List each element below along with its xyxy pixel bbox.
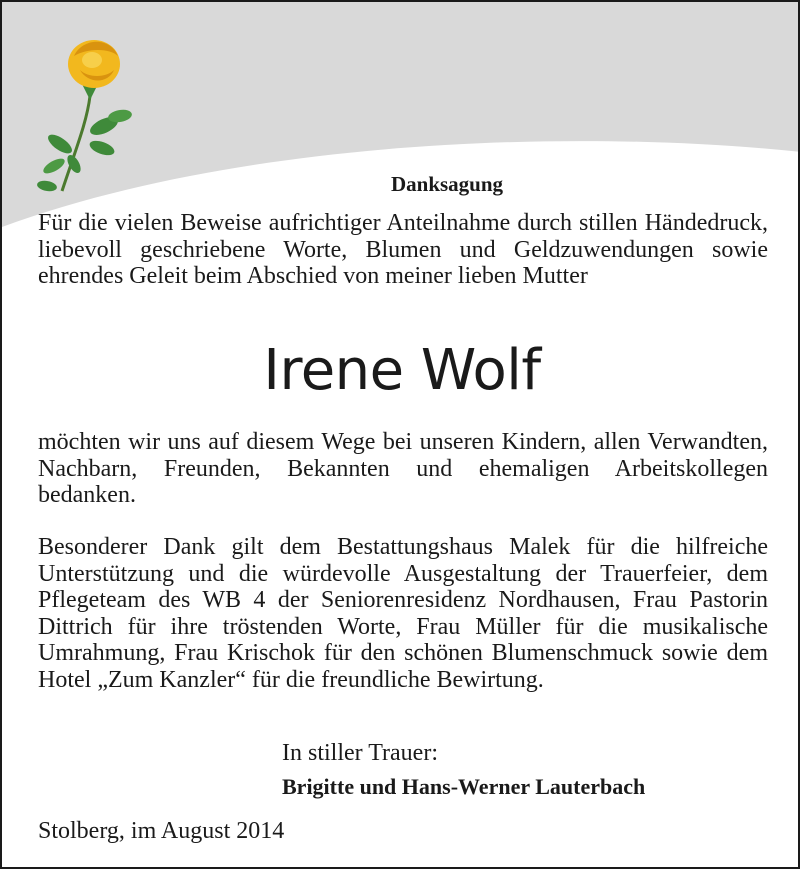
place-date: Stolberg, im August 2014 <box>38 818 285 844</box>
intro-paragraph: Für die vielen Beweise aufrichtiger Anteilnahme durch stillen Händedruck, liebevoll geschriebene Worte, Blumen und Geldzuwendungen sowie ehrendes Geleit beim Abschied von meiner lieben Mutter <box>38 210 768 289</box>
mourning-line: In stiller Trauer: <box>282 740 438 766</box>
yellow-rose-icon <box>32 26 142 196</box>
special-thanks-paragraph: Besonderer Dank gilt dem Bestattungshaus Malek für die hilfreiche Unterstützung und die würdevolle Ausgestaltung der Trauerfeier, dem Pflegeteam des WB 4 der Seniorenresidenz Nordhausen, Frau Pastorin Dittrich für ihre tröstenden Worte, Frau Müller für die musikalische Umrahmung, Frau Krischok für den schönen Blumenschmuck sowie dem Hotel „Zum Kanzler“ für die freundliche Bewirtung. <box>38 534 768 693</box>
deceased-name: Irene Wolf <box>263 338 541 403</box>
thanks-paragraph: möchten wir uns auf diesem Wege bei unseren Kindern, allen Verwandten, Nachbarn, Freunden, Bekannten und ehemaligen Arbeitskollegen bedanken. <box>38 429 768 508</box>
notice-heading: Danksagung <box>390 172 504 196</box>
signatories: Brigitte und Hans-Werner Lauterbach <box>282 774 646 799</box>
